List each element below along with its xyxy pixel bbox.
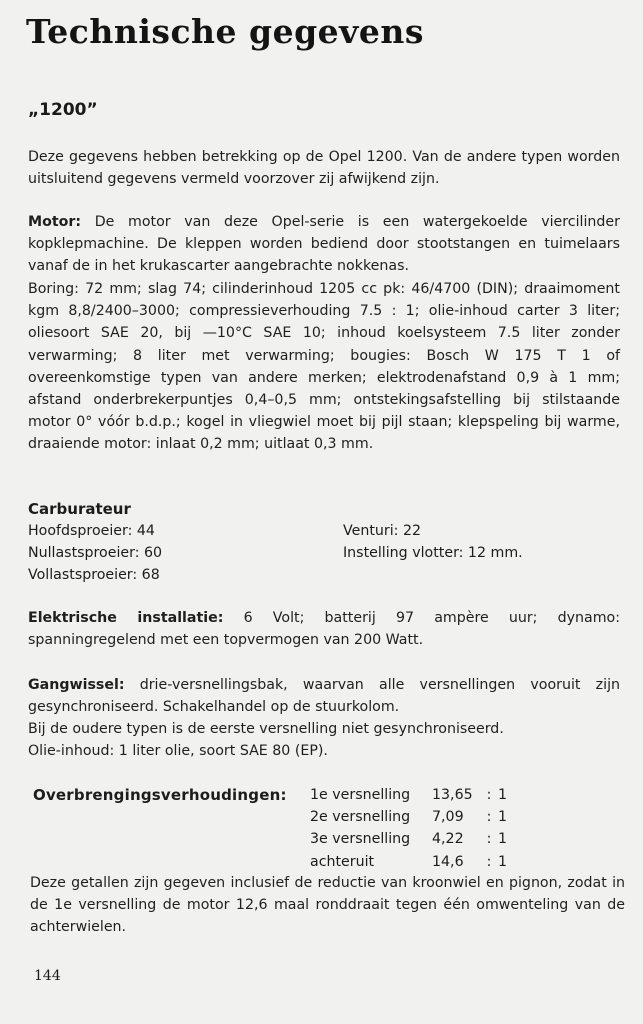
ratio-one: 1 — [498, 853, 508, 870]
ratio-one: 1 — [498, 809, 508, 826]
motor-specs-paragraph: Boring: 72 mm; slag 74; cilinderinhoud 1205 cc pk: 46/4700 (DIN); draaimoment kgm 8,8/2400–3000; compressieverhouding 7.5 : 1; olie-inhoud carter 3 liter; oliesoort SAE 20, bij —10°C SAE 10; inhoud koelsysteem 7.5 liter zonder verwarming; 8 liter met verwarming; bougies: Bosch W 175 T 1 of overeenkomstige typen van andere merken; elektrodenafstand 0,9 à 1 mm; afstand onderbrekerpuntjes 0,4–0,5 mm; ontstekingsafstelling bij stilstaande motor 0° vóór b.d.p.; kogel in vliegwiel moet bij pijl staan; klepspeling bij warme, draaiende motor: inlaat 0,2 mm; uitlaat 0,3 mm. — [28, 281, 620, 453]
model-heading: „1200” — [28, 100, 98, 120]
gear-ratio: 14,6 — [432, 853, 464, 870]
carburateur-right-column — [343, 520, 523, 564]
motor-label: Motor: — [28, 214, 82, 230]
page-number: 144 — [34, 968, 61, 984]
motor-text: De motor van deze Opel-serie is een watergekoelde viercilinder kopklepmachine. De kleppen worden bediend door stootstangen en tuimelaars vanaf de in het krukascarter aangebrachte nokkenas. — [28, 214, 620, 275]
overbrenging-label: Overbrengingsverhoudingen: — [33, 786, 287, 804]
ratio-separator: : — [486, 787, 492, 804]
ratio-separator: : — [486, 809, 492, 826]
table-row — [310, 828, 510, 850]
carburateur-heading: Carburateur — [28, 500, 131, 518]
ratio-one: 1 — [498, 831, 508, 848]
gear-name: 3e versnelling — [310, 831, 411, 848]
gear-ratio: 7,09 — [432, 809, 464, 826]
ratio-separator: : — [486, 831, 492, 848]
carburateur-item: Vollastsproeier: 68 — [28, 567, 160, 584]
gear-ratio: 4,22 — [432, 831, 464, 848]
ratio-separator: : — [486, 853, 492, 870]
elektrisch-text: 6 Volt; batterij 97 ampère uur; dynamo: spanningregelend met een topvermogen van 200 Watt. — [28, 610, 620, 649]
carburateur-item: Nullastsproeier: 60 — [28, 545, 163, 562]
gear-name: achteruit — [310, 853, 375, 870]
elektrisch-paragraph — [28, 607, 620, 651]
gear-ratio-table — [310, 784, 510, 873]
elektrisch-label: Elektrische installatie: — [28, 610, 224, 626]
gear-name: 1e versnelling — [310, 787, 411, 804]
carburateur-item: Hoofdsproeier: 44 — [28, 523, 155, 539]
gangwissel-line: Bij de oudere typen is de eerste versnelling niet gesynchroniseerd. — [28, 721, 504, 737]
gangwissel-text: drie-versnellingsbak, waarvan alle versnellingen vooruit zijn gesynchroniseerd. Schakelhandel op de stuurkolom. — [28, 677, 620, 716]
table-row — [310, 851, 510, 873]
gangwissel-paragraph — [28, 674, 620, 718]
intro-paragraph: Deze gegevens hebben betrekking op de Opel 1200. Van de andere typen worden uitsluitend gegevens vermeld voorzover zij afwijkend zijn. — [28, 149, 620, 188]
overbrenging-note: Deze getallen zijn gegeven inclusief de reductie van kroonwiel en pignon, zodat in de 1e versnelling de motor 12,6 maal ronddraait tegen één omwenteling van de achterwielen. — [30, 875, 625, 936]
page-title: Technische gegevens — [26, 12, 424, 51]
ratio-one: 1 — [498, 787, 508, 804]
gear-ratio: 13,65 — [432, 787, 473, 804]
gear-name: 2e versnelling — [310, 809, 411, 826]
carburateur-item: Venturi: 22 — [343, 523, 421, 539]
gangwissel-line: Olie-inhoud: 1 liter olie, soort SAE 80 (EP). — [28, 743, 328, 759]
gangwissel-label: Gangwissel: — [28, 677, 125, 693]
table-row — [310, 806, 510, 828]
carburateur-item: Instelling vlotter: 12 mm. — [343, 545, 523, 562]
motor-paragraph — [28, 211, 620, 278]
table-row — [310, 784, 510, 806]
carburateur-left-column — [28, 520, 162, 587]
